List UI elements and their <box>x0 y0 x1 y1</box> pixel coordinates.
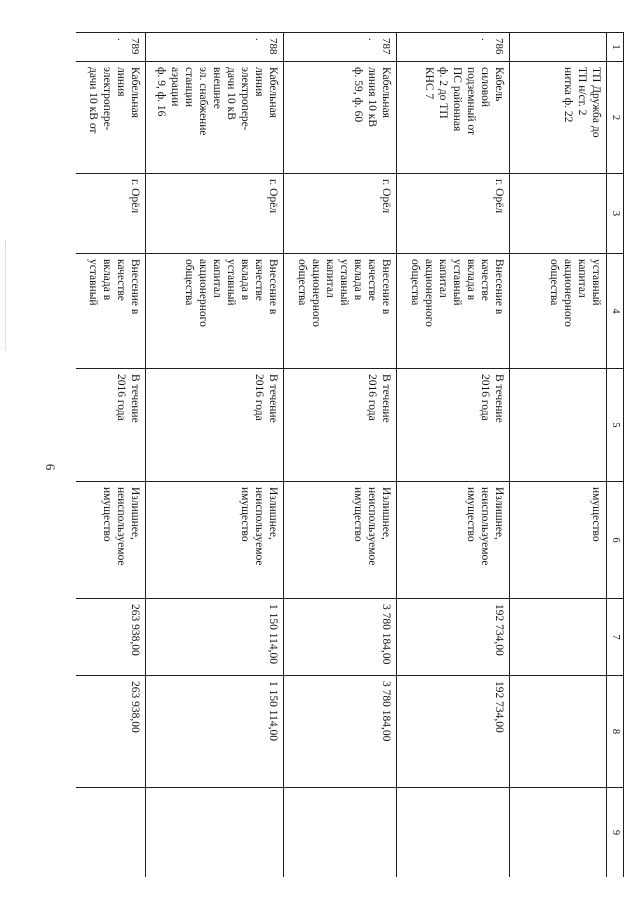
note-cell <box>76 788 146 878</box>
column-number-cell: 9 <box>607 788 624 878</box>
table-rotated-container <box>76 32 624 877</box>
sum-cell: 192 734,00 <box>397 676 510 788</box>
object-name-cell: ТП Дружба до ТП н/ст. 2 нитка ф. 22 <box>510 62 607 174</box>
sum-cell: 3 780 184,00 <box>284 676 397 788</box>
period-cell <box>510 369 607 482</box>
note-cell <box>397 788 510 878</box>
price-cell: 1 150 114,00 <box>146 599 284 676</box>
location-cell: г. Орёл <box>76 174 146 254</box>
note-cell <box>510 788 607 878</box>
object-name-cell: Кабельная линия электропере- дачи 10 кВ от <box>76 62 146 174</box>
reason-cell: Излишнее, неиспользуемое имущество <box>284 482 397 599</box>
period-cell: В течение 2016 года <box>76 369 146 482</box>
table-row <box>284 33 397 878</box>
reason-cell: Излишнее, неиспользуемое имущество <box>397 482 510 599</box>
privatization-method-cell: Внесение в качестве вклада в уставный капитал акционерного общества <box>397 254 510 369</box>
price-cell: 3 780 184,00 <box>284 599 397 676</box>
page-number-text: 6 <box>43 463 58 471</box>
property-table <box>76 32 624 877</box>
column-number-cell: 2 <box>607 62 624 174</box>
row-number-cell <box>510 33 607 62</box>
location-cell: г. Орёл <box>146 174 284 254</box>
row-number-cell: 788. <box>146 33 284 62</box>
sum-cell: 1 150 114,00 <box>146 676 284 788</box>
row-number-cell: 789. <box>76 33 146 62</box>
location-cell <box>510 174 607 254</box>
reason-cell: Излишнее, неиспользуемое имущество <box>76 482 146 599</box>
price-cell <box>510 599 607 676</box>
note-cell <box>146 788 284 878</box>
scan-artifact-line <box>5 240 6 350</box>
column-number-cell: 4 <box>607 254 624 369</box>
object-name-cell: Кабельная линия 10 кВ ф. 59, ф. 60 <box>284 62 397 174</box>
table-row <box>397 33 510 878</box>
privatization-method-cell: Внесение в качестве вклада в уставный <box>76 254 146 369</box>
column-number-cell: 6 <box>607 482 624 599</box>
table-body <box>76 33 624 878</box>
row-number-cell: 787. <box>284 33 397 62</box>
row-number-cell: 786. <box>397 33 510 62</box>
sum-cell <box>510 676 607 788</box>
object-name-cell: Кабель силовой подземный от ПС районная ф. 2 до ТП КНС 7 <box>397 62 510 174</box>
privatization-method-cell: Внесение в качестве вклада в уставный капитал акционерного общества <box>146 254 284 369</box>
column-number-cell: 7 <box>607 599 624 676</box>
sum-cell: 263 938,00 <box>76 676 146 788</box>
column-number-cell: 8 <box>607 676 624 788</box>
page-number <box>35 452 65 482</box>
table-row <box>146 33 284 878</box>
location-cell: г. Орёл <box>284 174 397 254</box>
location-cell: г. Орёл <box>397 174 510 254</box>
column-number-cell: 5 <box>607 369 624 482</box>
column-number-cell: 3 <box>607 174 624 254</box>
reason-cell: имущество <box>510 482 607 599</box>
object-name-cell: Кабельная линия электропере- дачи 10 кВ внешнее эл. снабжение станции аэрации ф. 9, ф. 16 <box>146 62 284 174</box>
column-number-cell: 1 <box>607 33 624 62</box>
period-cell: В течение 2016 года <box>397 369 510 482</box>
period-cell: В течение 2016 года <box>146 369 284 482</box>
privatization-method-cell: уставный капитал акционерного общества <box>510 254 607 369</box>
table-row <box>510 33 607 878</box>
column-number-row <box>607 33 624 878</box>
price-cell: 192 734,00 <box>397 599 510 676</box>
privatization-method-cell: Внесение в качестве вклада в уставный капитал акционерного общества <box>284 254 397 369</box>
table-row <box>76 33 146 878</box>
note-cell <box>284 788 397 878</box>
table-sheet <box>76 32 624 877</box>
reason-cell: Излишнее, неиспользуемое имущество <box>146 482 284 599</box>
period-cell: В течение 2016 года <box>284 369 397 482</box>
price-cell: 263 938,00 <box>76 599 146 676</box>
